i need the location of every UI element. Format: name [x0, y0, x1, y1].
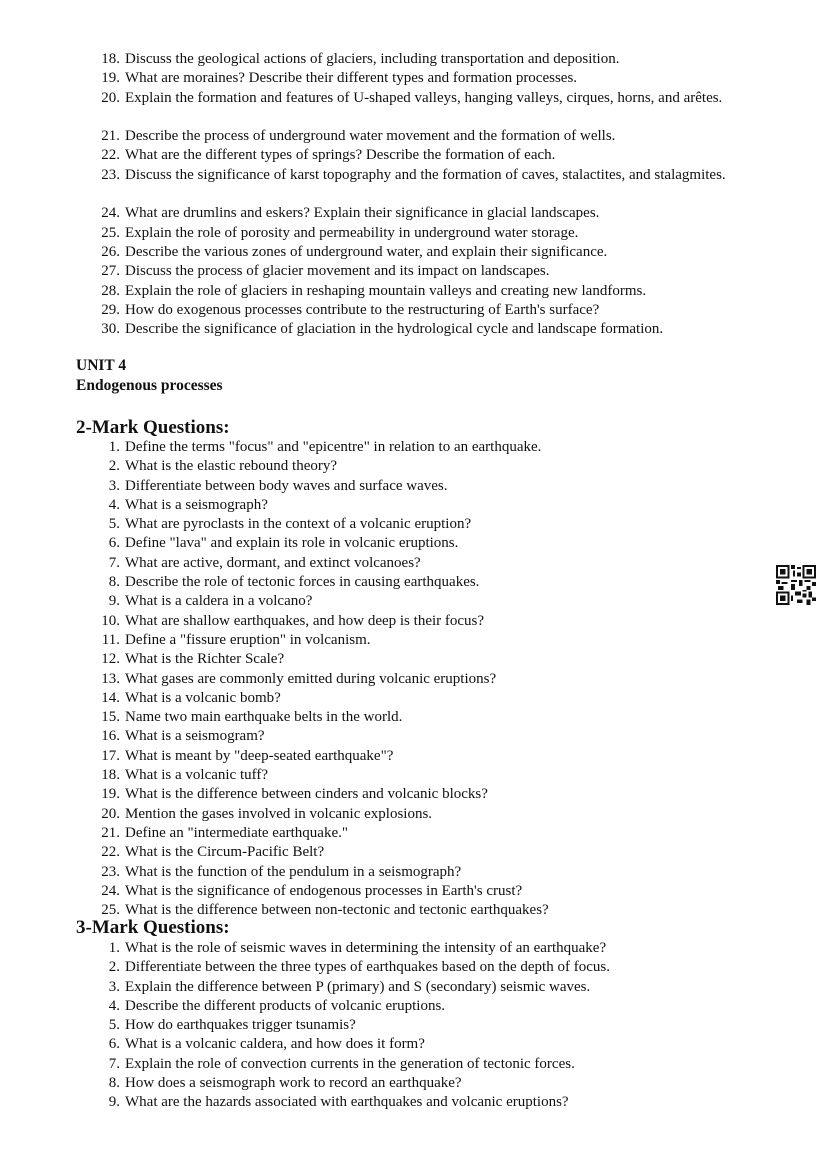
list-item: 15. Name two main earthquake belts in the world.	[101, 709, 403, 726]
list-item: 8. Describe the role of tectonic forces in causing earthquakes.	[108, 574, 480, 591]
list-item: 7. What are active, dormant, and extinct volcanoes?	[108, 554, 421, 571]
list-item: 28. Explain the role of glaciers in reshaping mountain valleys and creating new landforms.	[101, 282, 647, 299]
list-item: 3. Explain the difference between P (primary) and S (secondary) seismic waves.	[108, 978, 591, 995]
section-heading-3-mark: 3-Mark Questions:	[76, 917, 230, 938]
list-item: 3. Differentiate between body waves and surface waves.	[108, 477, 448, 494]
list-item: 5. What are pyroclasts in the context of a volcanic eruption?	[108, 516, 472, 533]
list-item: 24. What is the significance of endogenous processes in Earth's crust?	[101, 882, 523, 899]
list-item: 17. What is meant by "deep-seated earthquake"?	[101, 747, 394, 764]
list-item: 25. Explain the role of porosity and permeability in underground water storage.	[101, 224, 579, 241]
list-item: 1. What is the role of seismic waves in determining the intensity of an earthquake?	[108, 940, 607, 956]
list-item: 9. What is a caldera in a volcano?	[108, 593, 313, 610]
list-item: 10. What are shallow earthquakes, and how deep is their focus?	[101, 612, 485, 629]
list-item: 12. What is the Richter Scale?	[101, 651, 285, 668]
list-item: 29. How do exogenous processes contribute to the restructuring of Earth's surface?	[101, 301, 600, 318]
list-item: 23. Discuss the significance of karst topography and the formation of caves, stalactites, and stalagmites.	[101, 166, 726, 183]
list-item: 13. What gases are commonly emitted during volcanic eruptions?	[101, 670, 497, 687]
unit-subtitle: Endogenous processes	[76, 377, 223, 394]
list-item: 2. What is the elastic rebound theory?	[108, 458, 338, 475]
list-item: 2. Differentiate between the three types of earthquakes based on the depth of focus.	[108, 959, 610, 976]
list-item: 16. What is a seismogram?	[101, 728, 265, 745]
list-item: 24. What are drumlins and eskers? Explain their significance in glacial landscapes.	[101, 205, 600, 222]
list-item: 5. How do earthquakes trigger tsunamis?	[108, 1017, 356, 1034]
list-item: 7. Explain the role of convection currents in the generation of tectonic forces.	[108, 1055, 575, 1072]
list-item: 20. Explain the formation and features of U-shaped valleys, hanging valleys, cirques, horns, and arêtes.	[101, 89, 723, 106]
list-item: 1. Define the terms "focus" and "epicentre" in relation to an earthquake.	[108, 439, 542, 455]
list-item: 21. Describe the process of underground water movement and the formation of wells.	[101, 128, 616, 145]
qr-code-icon[interactable]	[776, 565, 816, 605]
unit-title: UNIT 4	[76, 357, 127, 374]
list-item: 14. What is a volcanic bomb?	[101, 689, 281, 706]
list-item: 21. Define an "intermediate earthquake."	[101, 824, 348, 841]
list-item: 6. What is a volcanic caldera, and how does it form?	[108, 1036, 425, 1053]
list-item: 19. What is the difference between cinders and volcanic blocks?	[101, 786, 488, 803]
list-item: 20. Mention the gases involved in volcanic explosions.	[101, 805, 433, 822]
list-item: 4. What is a seismograph?	[108, 496, 268, 513]
list-item: 11. Define a "fissure eruption" in volcanism.	[101, 631, 371, 648]
list-item: 22. What is the Circum-Pacific Belt?	[101, 844, 325, 861]
list-item: 9. What are the hazards associated with earthquakes and volcanic eruptions?	[108, 1094, 569, 1111]
list-item: 25. What is the difference between non-tectonic and tectonic earthquakes?	[101, 902, 549, 919]
section-heading-2-mark: 2-Mark Questions:	[76, 417, 230, 438]
list-item: 8. How does a seismograph work to record an earthquake?	[108, 1075, 462, 1092]
question-list-2-mark	[0, 438, 827, 920]
list-item: 30. Describe the significance of glaciation in the hydrological cycle and landscape formation.	[101, 321, 664, 338]
list-item: 6. Define "lava" and explain its role in volcanic eruptions.	[108, 535, 459, 552]
question-list-exogenous	[0, 50, 827, 339]
list-item: 18. What is a volcanic tuff?	[101, 767, 268, 784]
list-item: 19. What are moraines? Describe their different types and formation processes.	[101, 70, 578, 87]
list-item: 22. What are the different types of springs? Describe the formation of each.	[101, 147, 556, 164]
question-list-3-mark	[0, 939, 827, 1113]
list-item: 27. Discuss the process of glacier movement and its impact on landscapes.	[101, 263, 550, 280]
list-item: 23. What is the function of the pendulum in a seismograph?	[101, 863, 462, 880]
list-item: 4. Describe the different products of volcanic eruptions.	[108, 997, 446, 1014]
list-item: 26. Describe the various zones of underground water, and explain their significance.	[101, 243, 608, 260]
list-item: 18. Discuss the geological actions of glaciers, including transportation and deposition.	[101, 51, 620, 67]
